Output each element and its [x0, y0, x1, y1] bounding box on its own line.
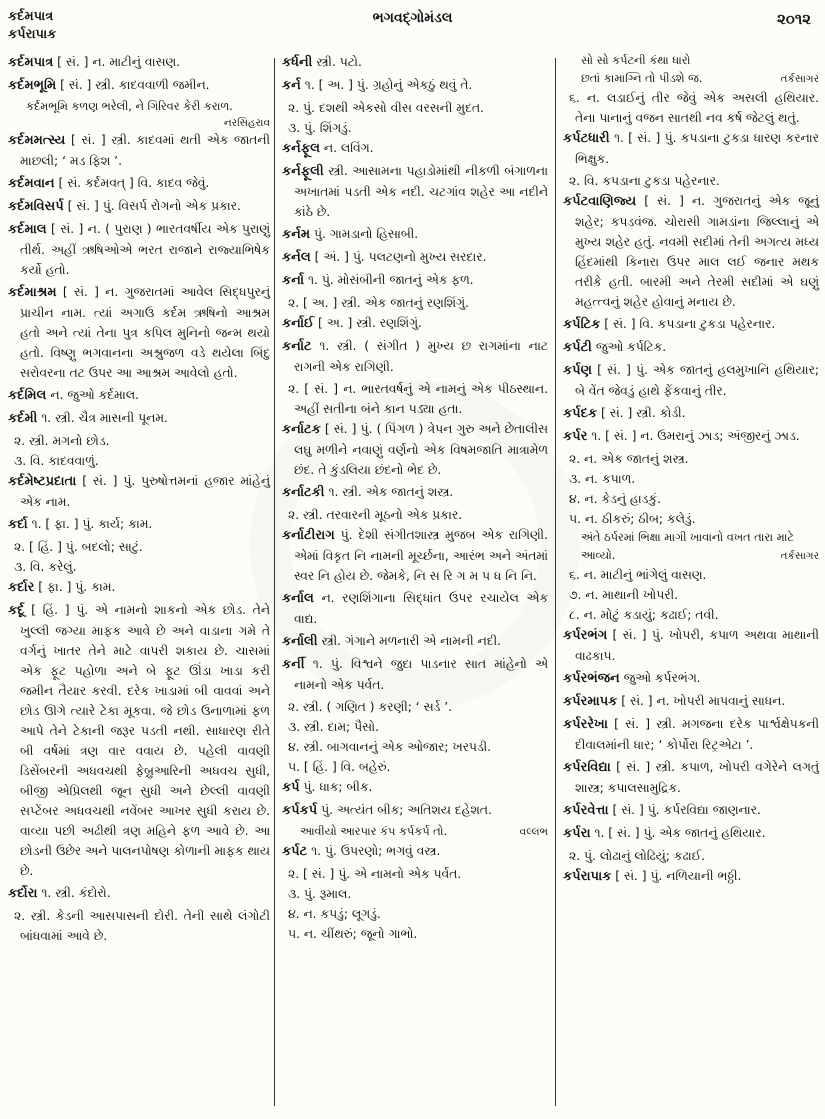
entry-definition: ૧. [ સં. ] ન. ઉમરાનું ઝાડ; અંજીરનું ઝાડ.	[591, 429, 800, 443]
dictionary-entry	[563, 800, 819, 821]
entry-headword: કર્પરરેખા	[563, 717, 608, 732]
entry-sense: ૨. [ અ. ] સ્ત્રી. એક જાતનું રણશિંગું.	[288, 296, 469, 310]
entry-headword: કર્દમેષ્ટપ્રદાતા	[8, 474, 77, 489]
dictionary-entry	[8, 577, 270, 598]
entry-definition: ૧. સ્ત્રી. ( સંગીત ) મુખ્ય છ રાગમાંના નાટ રાગની એક રાગિણી.	[294, 339, 548, 374]
entry-headword: કર્દમાશ્રમ	[8, 285, 57, 300]
dictionary-column-3	[563, 52, 819, 889]
entry-headword: કર્નાટકી	[282, 485, 325, 500]
entry-definition: [ સં. ] પું. વિસર્પ રોગનો એક પ્રકાર.	[67, 199, 241, 213]
entry-definition: પું. અત્યંત બીક; અતિશય દહેશત.	[321, 803, 492, 817]
dictionary-entry	[282, 161, 548, 222]
quotation-line: સો સો કર્પટની કંથા ધારો	[581, 54, 691, 67]
entry-sense: ૪. ન. કેડનું હાડકું.	[569, 492, 662, 506]
quotation-source: તર્કસાગર	[780, 73, 819, 85]
entry-definition: પું. દેશી સંગીતશાસ્ત્ર મુજબ એક રાગિણી. એમાં વિકૃત નિ નામની મૂર્ચ્છના, આરંભ અને અંતમાં સ્વર નિ હોય છે. જેમકે, નિ સ રિ ગ મ પ ધ નિ નિ.	[294, 528, 548, 583]
dictionary-entry	[563, 191, 819, 312]
entry-definition: [ સં. કર્દમવત્ ] વિ. કાદવ જેવું.	[58, 176, 210, 190]
entry-definition: [ સં. ] સ્ત્રી. કાદવવાળી જમીન.	[60, 78, 210, 92]
dictionary-entry	[8, 385, 270, 406]
entry-sense: ૨. [ સં. ] ન. ભારતવર્ષનું એ નામનું એક પીઠસ્થાન. અહીં સતીના બંને કાન પડ્યા હતા.	[288, 382, 548, 416]
entry-sense: ૩. પું. શિંગડું.	[288, 121, 352, 135]
dictionary-entry	[282, 270, 548, 291]
dictionary-entry	[8, 600, 270, 881]
entry-definition: સ્ત્રી. પટો.	[316, 55, 362, 69]
page-header	[0, 6, 825, 46]
entry-definition: [ સં. ] ન. ( પુરાણ ) ભારતવર્ષીય એક પુરાણું તીર્થ. અહીં ઋષિઓએ ભરત રાજાને રાજ્યાભિષેક કર્યો હતો.	[20, 222, 270, 277]
dictionary-entry	[563, 714, 819, 755]
entry-headword: કર્નાલી	[282, 634, 318, 649]
entry-definition: ૧. [ સં. ] પું. કપડાના ટુકડા ધારણ કરનાર ભિક્ષુક.	[575, 131, 819, 166]
entry-headword: કર્નાટક	[282, 422, 321, 437]
dictionary-entry	[563, 360, 819, 401]
dictionary-entry	[8, 173, 270, 194]
entry-headword: કર્પરભંગ	[563, 628, 608, 643]
entry-headword: કર્પરવિદ્યા	[563, 760, 611, 775]
dictionary-entry	[563, 128, 819, 169]
entry-sense: ૩. ન. કપાળ.	[569, 472, 636, 486]
entry-definition: પું. ગામડાનો હિસાબી.	[313, 227, 419, 241]
dictionary-entry	[8, 883, 270, 904]
dictionary-entry	[282, 631, 548, 652]
entry-headword: કર્નાઈ	[282, 316, 315, 331]
entry-sense: ૩. વિ. કાદવવાળું.	[14, 454, 99, 468]
entry-headword: કર્પ	[282, 780, 300, 795]
entry-sense: ૬. ન. માટીનું ભાંગેલું વાસણ.	[569, 568, 707, 582]
dictionary-entry	[282, 336, 548, 377]
entry-headword: કર્પરવેત્તા	[563, 803, 609, 818]
entry-headword: કર્નલ	[282, 250, 311, 265]
dictionary-entry	[282, 75, 548, 96]
dictionary-entry	[563, 314, 819, 335]
entry-headword: કર્પટધારી	[563, 131, 610, 146]
entry-headword: કર્દમપાત્ર	[8, 55, 54, 70]
entry-definition: [ સં. ] સ્ત્રી. મગજના દરેક પાર્શ્વક્ષેપકની દીવાલમાંની ધાર; ‘ કોર્પોરા રિટ્રએટા ’.	[575, 717, 819, 752]
entry-headword: કર્દાર	[8, 580, 35, 595]
entry-definition: [ સં. ] ન. માટીનું વાસણ.	[57, 55, 181, 69]
entry-definition: ૧. [ સં. ] પું. એક જાતનું હથિયાર.	[594, 826, 766, 840]
dictionary-entry	[8, 471, 270, 512]
entry-headword: કર્નાલ	[282, 591, 314, 606]
dictionary-entry	[282, 247, 548, 268]
entry-sense: ૨. સ્ત્રી. ( ગણિત ) કરણી; ‘ સર્ડ ’.	[288, 700, 453, 714]
entry-definition: [ સં. ] વિ. કપડાના ટુકડા પહેરનાર.	[604, 317, 776, 331]
entry-headword: કર્દમવિસર્પ	[8, 199, 64, 214]
entry-headword: કર્પટી	[563, 340, 592, 355]
entry-headword: કર્નફૂલ	[282, 141, 320, 156]
entry-definition: [ અં. ] પું. પલટણનો મુખ્ય સરદાર.	[314, 250, 487, 264]
entry-definition: [ સં. ] પું. ( પિંગળ ) ત્રેપન ગુરુ અને છેતાલીસ લઘુ મળીને નવાણું વર્ણનો એક વિષમજાતિ માત્રામેળ છંદ. તે કુંડલિયા છંદનો ભેદ છે.	[294, 422, 548, 477]
dictionary-entry	[563, 337, 819, 358]
entry-definition: ૧. સ્ત્રી. કંદોરો.	[41, 886, 111, 900]
entry-definition: [ હિં. ] પું. એ નામનો શાકનો એક છોડ. તેને ખુલ્લી જગ્યા માફક આવે છે અને વાડાના ગમે તે વર્ગનું ખાતર તેને માટે વાપરી શકાય છે. ચાસમાં એક ફૂટ પહોળા અને બે ફૂટ ઊંડા ખાડા કરી જમીન તૈયાર કરવી. દરેક ખાડામાં બી વાવવાં અને છોડ ઊગે ત્યારે ટેકા મૂકવા. જે છોડ ઉનાળામાં ફળ આપે તેને ટેકાની જરૂર પડતી નથી. સાધારણ રીતે બી વર્ષમાં ત્રણ વાર વવાય છે. પહેલી વાવણી ડિસેંબરની અધવચથી ફેબ્રુઆરિની અધવચ સુધી, બીજી એપ્રિલથી જૂન સુધી અને છેલ્લી વાવણી સપ્ટેંબર અધવચથી નવેંબર આખર સુધી કરાય છે. વાવ્યા પછી અઢીથી ત્રણ મહિને ફળ આવે છે. આ છોડની ઉછેર અને પાલનપોષણ કોળાની માફક થાય છે.	[20, 603, 270, 878]
entry-headword: કર્દમભૂમિ	[8, 78, 57, 93]
dictionary-entry	[282, 224, 548, 245]
entry-definition: ૧. [ અ. ] પું. ગ્રહોનું એકઠું થવું તે.	[304, 78, 473, 92]
column-divider	[274, 58, 275, 1106]
entry-headword: કર્દોરા	[8, 886, 38, 901]
column-divider	[555, 58, 556, 1106]
entry-sense: ૩. સ્ત્રી. દામ; પૈસો.	[288, 720, 379, 734]
entry-sense: ૨. સ્ત્રી. કેડની આસપાસની દોરી. તેની સાથે લંગોટી બાંધવામાં આવે છે.	[14, 909, 270, 943]
quotation-line: કર્દમભૂમિ કળણ ભરેલી, ને ગિરિવર કેરી કરાળ.	[26, 100, 233, 113]
entry-headword: કર્દમિલ	[8, 388, 47, 403]
entry-headword: કર્ન	[282, 78, 301, 93]
entry-headword: કર્પટવાણિજ્ય	[563, 194, 637, 209]
entry-definition: સ્ત્રી. આસામના પહાડોમાંથી નીકળી બંગાળના અખાતમાં પડતી એક નદી. ચટગાંવ શહેર આ નદીને કાંઠે છે.	[294, 164, 548, 219]
entry-headword: કર્દૂ	[8, 603, 25, 618]
entry-definition: [ સં. ] સ્ત્રી. કાદવમાં થતી એક જાતની માછલી; ‘ મડ ફિશ ’.	[20, 133, 270, 168]
entry-sense: ૫. [ હિં. ] વિ. બહેરું.	[288, 760, 391, 774]
dictionary-entry	[282, 525, 548, 586]
entry-definition: [ સં. ] સ્ત્રી. કપાળ, ખોપરી વગેરેને લગતું શાસ્ત્ર; કપાલસામુદ્રિક.	[575, 760, 819, 795]
entry-sense: ૬. ન. લડાઈનું તીર જેવું એક અસલી હથિયાર. તેના પાનાનું વજન સાતથી નવ કર્ષ જેટલું થતું.	[569, 91, 819, 125]
entry-definition: [ સં. ] ન. ગુજરાતમાં આવેલ સિદ્ધપુરનું પ્રાચીન નામ. ત્યાં અગાઉ કર્દમ ઋષિનો આશ્રમ હતો અને ત્યાં તેના પુત્ર કપિલ મુનિનો જન્મ થયો હતો. વિષ્ણુ ભગવાનના અશ્રુજળ વડે થયેલા બિંદુ સરોવરના તટ ઉપર આ આશ્રમ આવેલો હતો.	[20, 285, 270, 380]
entry-headword: કર્પટ	[282, 844, 308, 859]
entry-definition: જુઓ કર્પટિક.	[595, 340, 667, 354]
quotation-line	[282, 823, 548, 841]
page-number: ૨૦૧૨	[777, 10, 811, 28]
dictionary-entry	[282, 654, 548, 695]
dictionary-entry	[563, 691, 819, 712]
entry-sense: ૭. ન. માથાની ખોપરી.	[569, 588, 679, 602]
entry-definition: [ સં. ] સ્ત્રી. કોડી.	[600, 406, 686, 420]
entry-sense: ૨. વિ. કપડાના ટુકડા પહેરનાર.	[569, 174, 720, 188]
dictionary-column-2	[282, 52, 548, 944]
quotation-text: છતાં કામાગ્નિ તો પીડશે જ.	[581, 72, 703, 85]
dictionary-entry	[8, 196, 270, 217]
entry-definition: [ સં. ] પું. પુરુષોત્તમનાં હજાર માંહેનું એક નામ.	[20, 474, 270, 509]
dictionary-entry	[8, 219, 270, 280]
entry-definition: ન. રણશિંગાના સિદ્ધાંત ઉપર રચાયેલ એક વાદ્ય.	[294, 591, 548, 626]
entry-sense: ૨. [ હિં. ] પું. બદલો; સાટું.	[14, 540, 143, 554]
dictionary-entry	[282, 777, 548, 798]
entry-headword: કર્નમ	[282, 227, 311, 242]
entry-definition: સ્ત્રી. ગંગાને મળનારી એ નામની નદી.	[321, 634, 502, 648]
entry-sense: ૪. ન. કપડું; લૂગડું.	[288, 907, 381, 921]
entry-sense: ૮. ન. મોટું કડાયું; કઢાઈ; તવી.	[569, 608, 719, 622]
entry-definition: ૧. સ્ત્રી. એક જાતનું શસ્ત્ર.	[328, 485, 454, 499]
entry-definition: [ સં. ] પું. નળિયાની ભઠ્ઠી.	[615, 869, 742, 883]
entry-headword: કર્પરભંજન	[563, 671, 620, 686]
book-title: ભગવદ્ગોમંડલ	[372, 10, 453, 26]
entry-sense: ૫. ન. ચીંથરું; જૂનો ગાભો.	[288, 927, 418, 941]
entry-definition: ન. લવિંગ.	[323, 141, 374, 155]
entry-headword: કર્દમવાન	[8, 176, 55, 191]
dictionary-entry	[8, 282, 270, 383]
entry-headword: કર્પકર્પ	[282, 803, 318, 818]
entry-definition: [ ફા. ] પું. કામ.	[38, 580, 116, 594]
dictionary-entry	[282, 138, 548, 159]
entry-headword: કર્નાટીરાગ	[282, 528, 335, 543]
entry-definition: ૧. પું. વિશ્વને જુદા પાડનાર સાત માંહેનો એ નામનો એક પર્વત.	[294, 657, 548, 692]
quotation-line	[563, 70, 819, 88]
quotation-text: આવીયો આરપાર કંપ કર્પકર્પ તો.	[300, 825, 448, 838]
entry-definition: ૧. સ્ત્રી. ચૈત્ર માસની પૂનમ.	[41, 411, 168, 425]
dictionary-entry	[563, 426, 819, 447]
entry-sense: ૨. સ્ત્રી. મગનો છોડ.	[14, 434, 110, 448]
entry-definition: પું. ધાક; બીક.	[303, 780, 373, 794]
entry-definition: [ સં. ] ન. ખોપરી માપવાનું સાધન.	[621, 694, 786, 708]
dictionary-column-1	[8, 52, 270, 946]
entry-definition: ૧. [ ફા. ] પું. કાર્ય; કામ.	[31, 517, 153, 531]
dictionary-entry	[8, 75, 270, 96]
entry-sense: ૪. સ્ત્રી. બાગવાનનું એક ઓજાર; ખરપડી.	[288, 740, 492, 754]
entry-definition: ૧. પું. ઉપરણો; ભગવું વસ્ત્ર.	[311, 844, 441, 858]
dictionary-entry	[563, 403, 819, 424]
quotation-source: નરસિંહરાવ	[223, 117, 270, 129]
quotation-text: અંતે ઠર્પરમાં ભિક્ષા માગી ખાવાનો વખત તારા માટે આવ્યો.	[581, 531, 794, 562]
entry-sense: ૨. [ સં. ] પું. એ નામનો એક પર્વત.	[288, 867, 462, 881]
entry-sense: ૨. ન. એક જાતનું શસ્ત્ર.	[569, 452, 689, 466]
entry-headword: કર્દમમત્સ્ય	[8, 133, 66, 148]
entry-definition: જુઓ કર્પરભંગ.	[623, 671, 701, 685]
entry-sense: ૨. પું. દશથી એકસો વીસ વરસની મુદત.	[288, 101, 484, 115]
entry-headword: કર્પણ	[563, 363, 592, 378]
entry-headword: કર્નફૂલી	[282, 164, 324, 179]
entry-headword: કર્ના	[282, 273, 305, 288]
entry-definition: [ સં. ] ન. ગુજરાતનું એક જૂનું શહેર; કપડવંજ. ચોરાસી ગામડાંના જિલ્લાનું એ મુખ્ય શહેર હતું. નવમી સદીમાં તેની અગત્ય મધ્ય હિંદમાંથી કિનારા ઉપર માલ લઈ જનાર મથક તરીકે હતી. બારમી અને તેરમી સદીમાં એ ઘણું મહત્ત્વનું શહેર હોવાનું મનાય છે.	[575, 194, 819, 309]
entry-headword: કર્નાટ	[282, 339, 312, 354]
entry-definition: [ અ. ] સ્ત્રી. રણશિંગું.	[318, 316, 422, 330]
dictionary-entry	[8, 130, 270, 171]
entry-definition: [ સં. ] પું. એક જાતનું હલમુખાનિ હથિયાર; બે વેંત જેવડું હાથે ફેંકવાનું તીર.	[575, 363, 819, 398]
dictionary-entry	[8, 52, 270, 73]
guide-word-first: કર્દમપાત્ર	[8, 9, 54, 24]
entry-headword: કર્પદક	[563, 406, 598, 421]
entry-definition: [ સં. ] પું. ખોપરી, કપાળ અથવા માથાની વાઢકાપ.	[575, 628, 819, 663]
entry-headword: કર્પરા	[563, 826, 591, 841]
entry-headword: કર્પર	[563, 429, 588, 444]
entry-headword: કર્ની	[282, 657, 305, 672]
dictionary-entry	[563, 823, 819, 844]
dictionary-entry	[282, 419, 548, 480]
entry-sense: ૫. ન. ઠીકરું; ઠીબ; કલેડું.	[569, 512, 696, 526]
dictionary-entry	[563, 625, 819, 666]
dictionary-entry	[282, 588, 548, 629]
entry-headword: કર્દમાલ	[8, 222, 47, 237]
dictionary-entry	[282, 482, 548, 503]
quotation-source: તર્કસાગર	[780, 550, 819, 562]
dictionary-entry	[563, 757, 819, 798]
entry-sense: ૨. સ્ત્રી. તરવારની મૂઠનો એક પ્રકાર.	[288, 508, 463, 522]
entry-sense: ૨. પું. લોઢાનું લોઢિયું; કઢાઈ.	[569, 849, 705, 863]
entry-definition: ૧. પું. મોસંબીની જાતનું એક ફળ.	[307, 273, 474, 287]
entry-definition: ન. જુઓ કર્દમાલ.	[50, 388, 139, 402]
entry-sense: ૩. પું. રૂમાલ.	[288, 887, 352, 901]
dictionary-entry	[282, 313, 548, 334]
dictionary-entry	[8, 514, 270, 535]
entry-headword: કર્દા	[8, 517, 28, 532]
entry-headword: કર્પરાપાક	[563, 869, 612, 884]
quotation-line	[563, 529, 819, 565]
guide-word-last: કર્પરાપાક	[8, 27, 57, 42]
dictionary-entry	[8, 408, 270, 429]
dictionary-entry	[282, 52, 548, 73]
entry-headword: કર્દમી	[8, 411, 38, 426]
entry-definition: [ સં. ] પું. કર્પરવિદ્યા જાણનાર.	[612, 803, 761, 817]
entry-headword: કર્ધની	[282, 55, 313, 70]
entry-sense: ૩. વિ. કરેલું.	[14, 560, 77, 574]
dictionary-entry	[563, 866, 819, 887]
entry-headword: કર્પરમાપક	[563, 694, 618, 709]
dictionary-entry	[563, 668, 819, 689]
entry-headword: કર્પટિક	[563, 317, 601, 332]
dictionary-entry	[282, 800, 548, 821]
dictionary-entry	[282, 841, 548, 862]
quotation-source: વલ્લભ	[519, 826, 548, 838]
